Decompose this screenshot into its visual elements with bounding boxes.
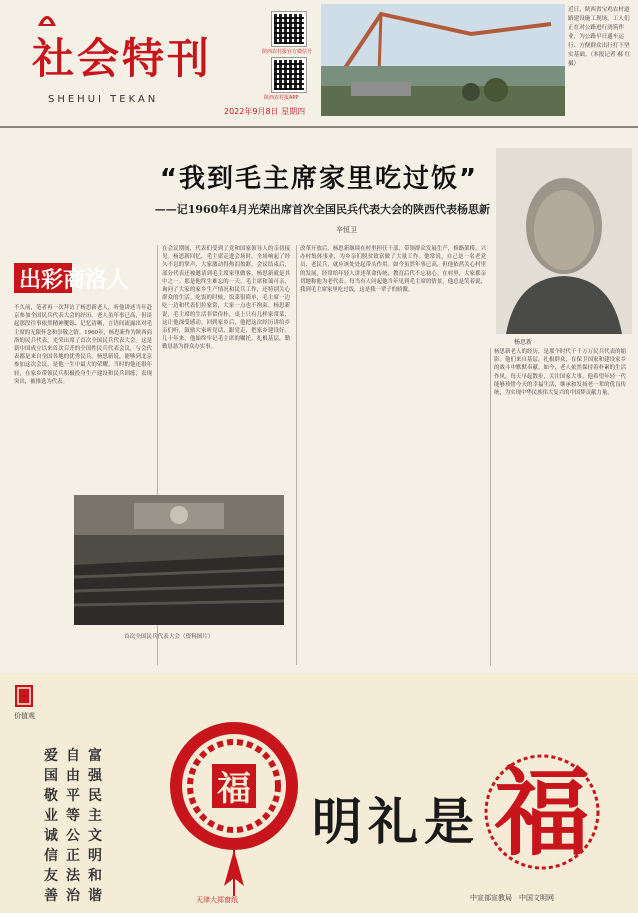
issue-date: 2022年9月8日 星期四 [224, 107, 306, 116]
medallion-character: 福 [217, 769, 251, 809]
masthead-title: 社会特刊 [32, 34, 213, 83]
motto-column-3: 爱国敬业诚信友善 [44, 748, 58, 904]
ad-stamp-label: 价值观 [14, 712, 35, 720]
portrait-photo [496, 148, 632, 334]
hall-photo-caption: 首次全国民兵代表大会（资料图片） [124, 634, 214, 640]
qr-code-wechat[interactable] [272, 12, 306, 46]
qr-caption-app: 陕西农村报APP [264, 95, 299, 101]
newspaper-logo-icon [36, 10, 58, 28]
ad-producer: 天津大郑窗纸 [196, 896, 238, 904]
top-photo-caption: 近日，陕西省宝鸡农村道路建设施工现场，工人们正在对公路进行浇筑作业，为公路早日通车运行、方便群众出行打下坚实基础。（本报记者 郝 红 摄） [568, 7, 631, 67]
motto-column-1: 富强民主文明和谐 [88, 748, 102, 904]
fu-paper-cut [482, 742, 602, 882]
portrait-caption: 杨思新 [514, 339, 533, 346]
article-column-3: 改革开放后，杨思新继续在村里担任干部，带领群众发展生产，修路架桥，兴办村集体事业，为乡亲们脱贫致富做了大量工作。他常说，自己是一名老党员、老民兵，就应该处处起带头作用。如今虽然年事已高，但他依然关心村里的发展，经常给年轻人讲述革命传统，教育后代不忘初心。在村里，大家都亲切地称他为老代表。每当有人问起他当年见到毛主席的情景，他总是笑着说，我到毛主席家里吃过饭，这是我一辈子的骄傲。 [300, 246, 486, 294]
ad-slogan: 明礼是 [312, 792, 480, 851]
section-label-text: 出彩商洛人 [19, 268, 130, 293]
article-column-4: 杨思新老人的经历，是那个时代千千万万民兵代表的缩影。他们来自基层，扎根群众，在保卫国家和建设家乡的战斗中默默奉献。如今，老人依然保持着朴素的生活作风，每天早起散步，关注国家大事。他希望年轻一代能够珍惜今天的幸福生活，继承和发扬老一辈的优良传统，为实现中华民族伟大复兴的中国梦贡献力量。 [494, 349, 626, 397]
motto-column-2: 自由平等公正法治 [66, 748, 80, 904]
paper-cut-medallion [166, 706, 302, 902]
article-column-2: 在会议期间，代表们受到了党和国家领导人的亲切接见。杨思新回忆，毛主席走进会场时，全场响起了经久不息的掌声，大家激动得热泪盈眶。会议结束后，部分代表还被邀请到毛主席家里做客，杨思新就是其中之一。那是他终生难忘的一天。毛主席和蔼可亲，询问了大家的家乡生产情况和民兵工作，还特别关心群众的生活。吃饭的时候，饭菜很简单，毛主席一边吃一边和代表们拉家常，大家一点也不拘束。杨思新说，毛主席的生活非常俭朴，桌上只有几样家常菜，这让他深受感动。回到家乡后，他把这次经历讲给乡亲们听，鼓励大家听党话、跟党走，把家乡建设好。几十年来，他始终牢记毛主席的嘱托，扎根基层，勤勤恳恳为群众办实事。 [162, 246, 290, 351]
article-byline: 辛恒卫 [336, 226, 357, 234]
qr-caption-wechat: 陕西农村报官方微信号 [262, 49, 313, 55]
article-headline: “我到毛主席家里吃过饭” [159, 164, 479, 194]
article-column-1: 不久前，笔者再一次拜访了杨思新老人，听他讲述当年赴京参加全国民兵代表大会的经历。老人虽年事已高，但谈起那段往事依然精神矍铄、记忆清晰，言语间流露出对毛主席的无限怀念和崇敬之情。1960年，杨思新作为陕西商洛的民兵代表，光荣出席了首次全国民兵代表大会。这是新中国成立以来首次召开的全国性民兵代表会议，与会代表都是来自全国各地的优秀民兵。杨思新说，能够到北京参加这次会议，是他一生中最大的荣耀。当时的他还很年轻，在家乡带领民兵积极投身生产建设和民兵训练，表现突出，被推选为代表。 [14, 305, 152, 385]
section-label-art [14, 259, 144, 299]
construction-photo [321, 4, 565, 116]
masthead-pinyin: SHEHUI TEKAN [48, 94, 159, 105]
congress-hall-photo [74, 495, 284, 625]
seal-stamp-icon [14, 684, 34, 708]
ad-sponsor: 中宣部宣教局 中国文明网 [470, 894, 554, 902]
qr-code-app[interactable] [272, 58, 306, 92]
slogan-character: 福 [494, 756, 590, 869]
article-subhead: ——记1960年4月光荣出席首次全国民兵代表大会的陕西代表杨思新 [154, 203, 490, 216]
